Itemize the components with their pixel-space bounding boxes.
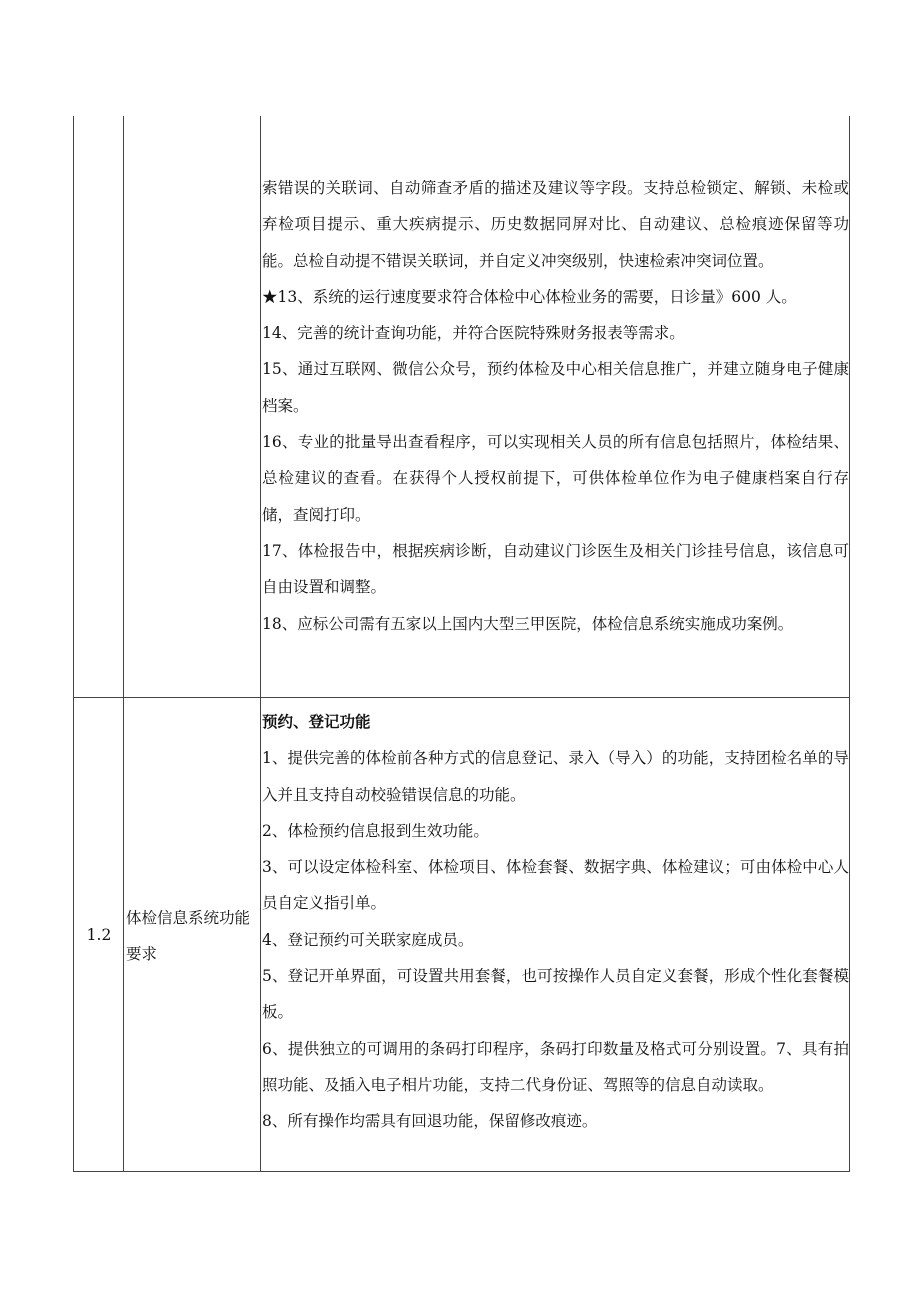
- row2-number: 1.2: [86, 926, 112, 944]
- row2-paragraph: 4、登记预约可关联家庭成员。: [262, 930, 474, 949]
- row2-paragraph: 8、所有操作均需具有回退功能，保留修改痕迹。: [262, 1112, 598, 1131]
- table-border-right: [849, 116, 850, 1172]
- row2-content-cell: [262, 704, 849, 1140]
- table-divider-col1: [123, 116, 124, 1172]
- table-border-left: [73, 116, 74, 1172]
- row2-paragraph: 3、可以设定体检科室、体检项目、体检套餐、数据字典、体检建议；可由体检中心人员自定义指引单。: [262, 858, 849, 913]
- row1-content-cell: [262, 170, 849, 642]
- row2-heading: 预约、登记功能: [262, 712, 371, 731]
- row1-paragraph: ★13、系统的运行速度要求符合体检中心体检业务的需要，日诊量》600 人。: [262, 287, 797, 306]
- row1-paragraph: 索错误的关联词、自动筛查矛盾的描述及建议等字段。支持总检锁定、解锁、未检或弃检项目提示、重大疾病提示、历史数据同屏对比、自动建议、总检痕迹保留等功能。总检自动提不错误关联词，并自定义冲突级别，快速检索冲突词位置。: [262, 179, 849, 270]
- row1-paragraph: 14、完善的统计查询功能，并符合医院特殊财务报表等需求。: [262, 324, 685, 343]
- table-divider-col2: [260, 116, 261, 1172]
- row2-paragraph: 5、登记开单界面，可设置共用套餐，也可按操作人员自定义套餐，形成个性化套餐模板。: [262, 967, 849, 1022]
- row1-paragraph: 15、通过互联网、微信公众号，预约体检及中心相关信息推广，并建立随身电子健康档案。: [262, 360, 849, 415]
- row2-paragraph: 1、提供完善的体检前各种方式的信息登记、录入（导入）的功能，支持团检名单的导入并且支持自动校验错误信息的功能。: [262, 749, 849, 804]
- table-row-divider: [73, 697, 850, 698]
- row1-paragraph: 18、应标公司需有五家以上国内大型三甲医院，体检信息系统实施成功案例。: [262, 614, 794, 633]
- table-border-bottom: [73, 1171, 850, 1172]
- row2-item-title: 体检信息系统功能要求: [126, 909, 251, 963]
- row1-paragraph: 16、专业的批量导出查看程序，可以实现相关人员的所有信息包括照片，体检结果、总检建议的查看。在获得个人授权前提下，可供体检单位作为电子健康档案自行存储，查阅打印。: [262, 433, 849, 524]
- row2-paragraph: 2、体检预约信息报到生效功能。: [262, 821, 489, 840]
- row1-paragraph: 17、体检报告中，根据疾病诊断，自动建议门诊医生及相关门诊挂号信息，该信息可自由设置和调整。: [262, 541, 849, 597]
- row2-paragraph: 6、提供独立的可调用的条码打印程序，条码打印数量及格式可分别设置。7、具有拍照功能、及插入电子相片功能，支持二代身份证、驾照等的信息自动读取。: [262, 1039, 849, 1094]
